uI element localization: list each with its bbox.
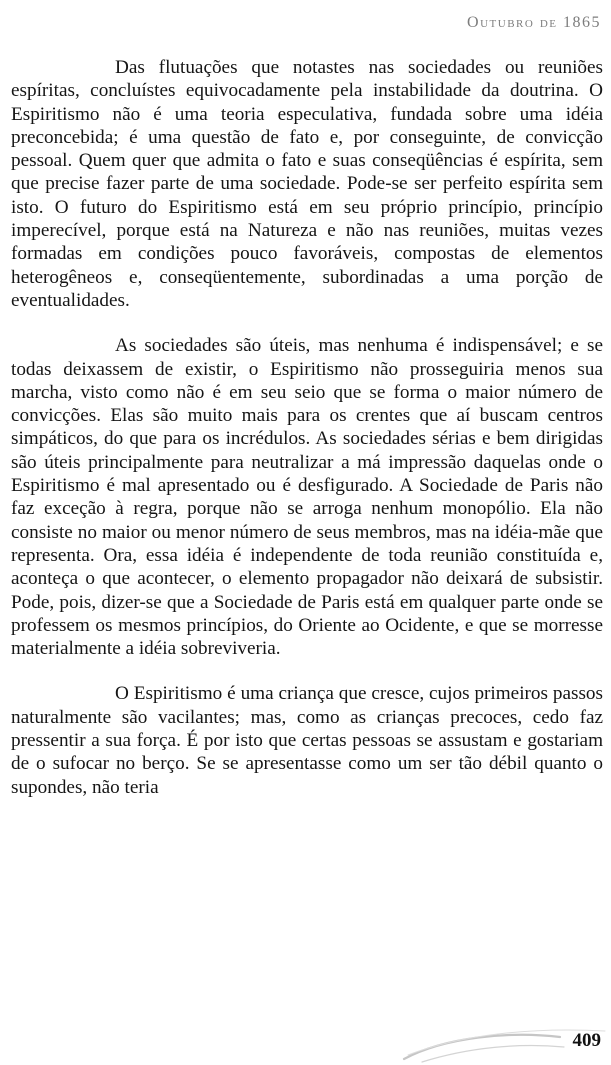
running-header: Outubro de 1865 bbox=[467, 14, 601, 31]
body-text bbox=[11, 56, 603, 799]
page-number: 409 bbox=[572, 1030, 601, 1051]
paragraph: Das flutuações que notastes nas sociedades ou reuniões espíritas, concluístes equivocadamente pela instabilidade da doutrina. O Espiritismo não é uma teoria especulativa, fundada sobre uma idéia preconcebida; é uma questão de fato e, por conseguinte, de convicção pessoal. Quem quer que admita o fato e suas conseqüências é espírita, sem que precise fazer parte de uma sociedade. Pode-se ser perfeito espírita sem isto. O futuro do Espiritismo está em seu próprio princípio, princípio imperecível, porque está na Natureza e não nas reuniões, muitas vezes formadas em condições pouco favoráveis, compostas de elementos heterogêneos e, conseqüentemente, subordinadas a uma porção de eventualidades. bbox=[11, 57, 603, 311]
page-footer bbox=[0, 1025, 611, 1065]
paragraph: O Espiritismo é uma criança que cresce, cujos primeiros passos naturalmente são vacilantes; mas, como as crianças precoces, cedo faz pressentir a sua força. É por isto que certas pessoas se assustam e gostariam de o sufocar no berço. Se se apresentasse como um ser tão débil quanto o supondes, não teria bbox=[11, 683, 603, 798]
paragraph: As sociedades são úteis, mas nenhuma é indispensável; e se todas deixassem de existir, o Espiritismo não prosseguiria menos sua marcha, visto como não é em seu seio que se forma o maior número de convicções. Elas são muito mais para os crentes que aí buscam centros simpáticos, do que para os incrédulos. As sociedades sérias e bem dirigidas são úteis principalmente para neutralizar a má impressão daquelas onde o Espiritismo é mal apresentado ou é desfigurado. A Sociedade de Paris não faz exceção à regra, porque não se arroga nenhum monopólio. Ela não consiste no maior ou menor número de seus membros, mas na idéia-mãe que representa. Ora, essa idéia é independente de toda reunião constituída e, aconteça o que acontecer, o elemento propagador não deixará de subsistir. Pode, pois, dizer-se que a Sociedade de Paris está em qualquer parte onde se professem os mesmos princípios, do Oriente ao Ocidente, e que se morresse materialmente a idéia sobreviveria. bbox=[11, 335, 603, 660]
